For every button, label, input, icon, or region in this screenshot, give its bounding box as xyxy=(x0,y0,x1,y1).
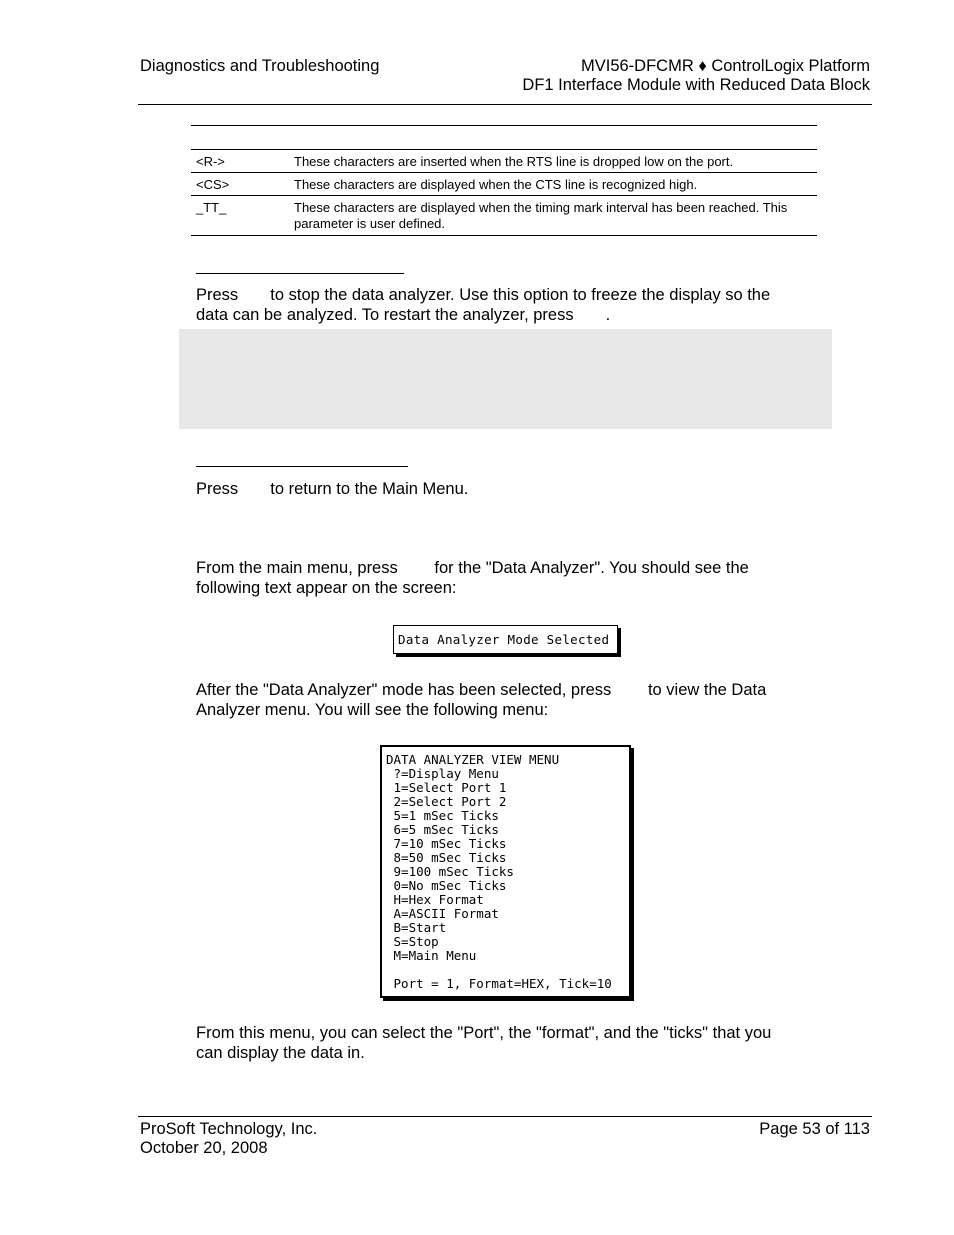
menu-status-line: Port = 1, Format=HEX, Tick=10 xyxy=(386,976,612,991)
gray-note-box xyxy=(179,329,832,429)
menu-item: A=ASCII Format xyxy=(386,906,499,921)
footer-date: October 20, 2008 xyxy=(140,1139,268,1157)
closing-paragraph xyxy=(196,1023,816,1063)
header-product-line2: DF1 Interface Module with Reduced Data Block xyxy=(522,76,870,94)
header-product xyxy=(522,57,870,95)
footer-page-number: Page 53 of 113 xyxy=(759,1120,870,1138)
menu-item: ?=Display Menu xyxy=(386,766,499,781)
stop-paragraph-line1: Press to stop the data analyzer. Use this option to freeze the display so the xyxy=(196,286,771,304)
table-cell-description: These characters are inserted when the RTS line is dropped low on the port. xyxy=(294,154,734,169)
footer-divider xyxy=(138,1116,872,1117)
menu-item: 2=Select Port 2 xyxy=(386,794,507,809)
mode-selected-text: Data Analyzer Mode Selected xyxy=(398,632,610,647)
footer-left xyxy=(140,1120,317,1158)
footer-company: ProSoft Technology, Inc. xyxy=(140,1120,318,1138)
stop-paragraph xyxy=(196,285,816,325)
table-top-rule xyxy=(191,125,817,126)
intro-line2: following text appear on the screen: xyxy=(196,579,457,597)
closing-line2: can display the data in. xyxy=(196,1044,365,1062)
header-section-title: Diagnostics and Troubleshooting xyxy=(140,57,380,75)
table-row xyxy=(191,149,817,173)
table-cell-code: _TT_ xyxy=(196,200,227,215)
menu-title: DATA ANALYZER VIEW MENU xyxy=(386,752,560,767)
analyzer-menu-screenshot xyxy=(380,745,631,998)
table-row xyxy=(191,172,817,196)
table-cell-description: These characters are displayed when the CTS line is recognized high. xyxy=(294,177,698,192)
menu-item: 1=Select Port 1 xyxy=(386,780,507,795)
stop-paragraph-line2: data can be analyzed. To restart the analyzer, press . xyxy=(196,306,611,324)
intro-line1: From the main menu, press for the "Data Analyzer". You should see the xyxy=(196,559,749,577)
menu-item: B=Start xyxy=(386,920,447,935)
menu-item: 7=10 mSec Ticks xyxy=(386,836,507,851)
menu-item: 5=1 mSec Ticks xyxy=(386,808,499,823)
after-mode-line1: After the "Data Analyzer" mode has been selected, press to view the Data xyxy=(196,681,767,699)
after-mode-paragraph xyxy=(196,680,816,720)
menu-item: 9=100 mSec Ticks xyxy=(386,864,514,879)
menu-item: 0=No mSec Ticks xyxy=(386,878,507,893)
table-cell-code: <R-> xyxy=(196,154,225,169)
menu-item: 8=50 mSec Ticks xyxy=(386,850,507,865)
menu-item: S=Stop xyxy=(386,934,439,949)
closing-line1: From this menu, you can select the "Port", the "format", and the "ticks" that you xyxy=(196,1024,772,1042)
return-paragraph: Press to return to the Main Menu. xyxy=(196,480,469,498)
menu-item: H=Hex Format xyxy=(386,892,484,907)
table-cell-code: <CS> xyxy=(196,177,230,192)
menu-item: 6=5 mSec Ticks xyxy=(386,822,499,837)
header-product-line1: MVI56-DFCMR ♦ ControlLogix Platform xyxy=(581,57,870,75)
after-mode-line2: Analyzer menu. You will see the following menu: xyxy=(196,701,549,719)
mode-selected-screenshot xyxy=(393,625,618,654)
intro-paragraph xyxy=(196,558,816,598)
menu-item: M=Main Menu xyxy=(386,948,477,963)
table-row xyxy=(191,195,817,236)
table-cell-description: These characters are displayed when the timing mark interval has been reached. This parameter is user defined. xyxy=(294,200,788,231)
return-heading-rule xyxy=(196,466,408,467)
stop-heading-rule xyxy=(196,273,404,274)
header-divider xyxy=(138,104,872,105)
